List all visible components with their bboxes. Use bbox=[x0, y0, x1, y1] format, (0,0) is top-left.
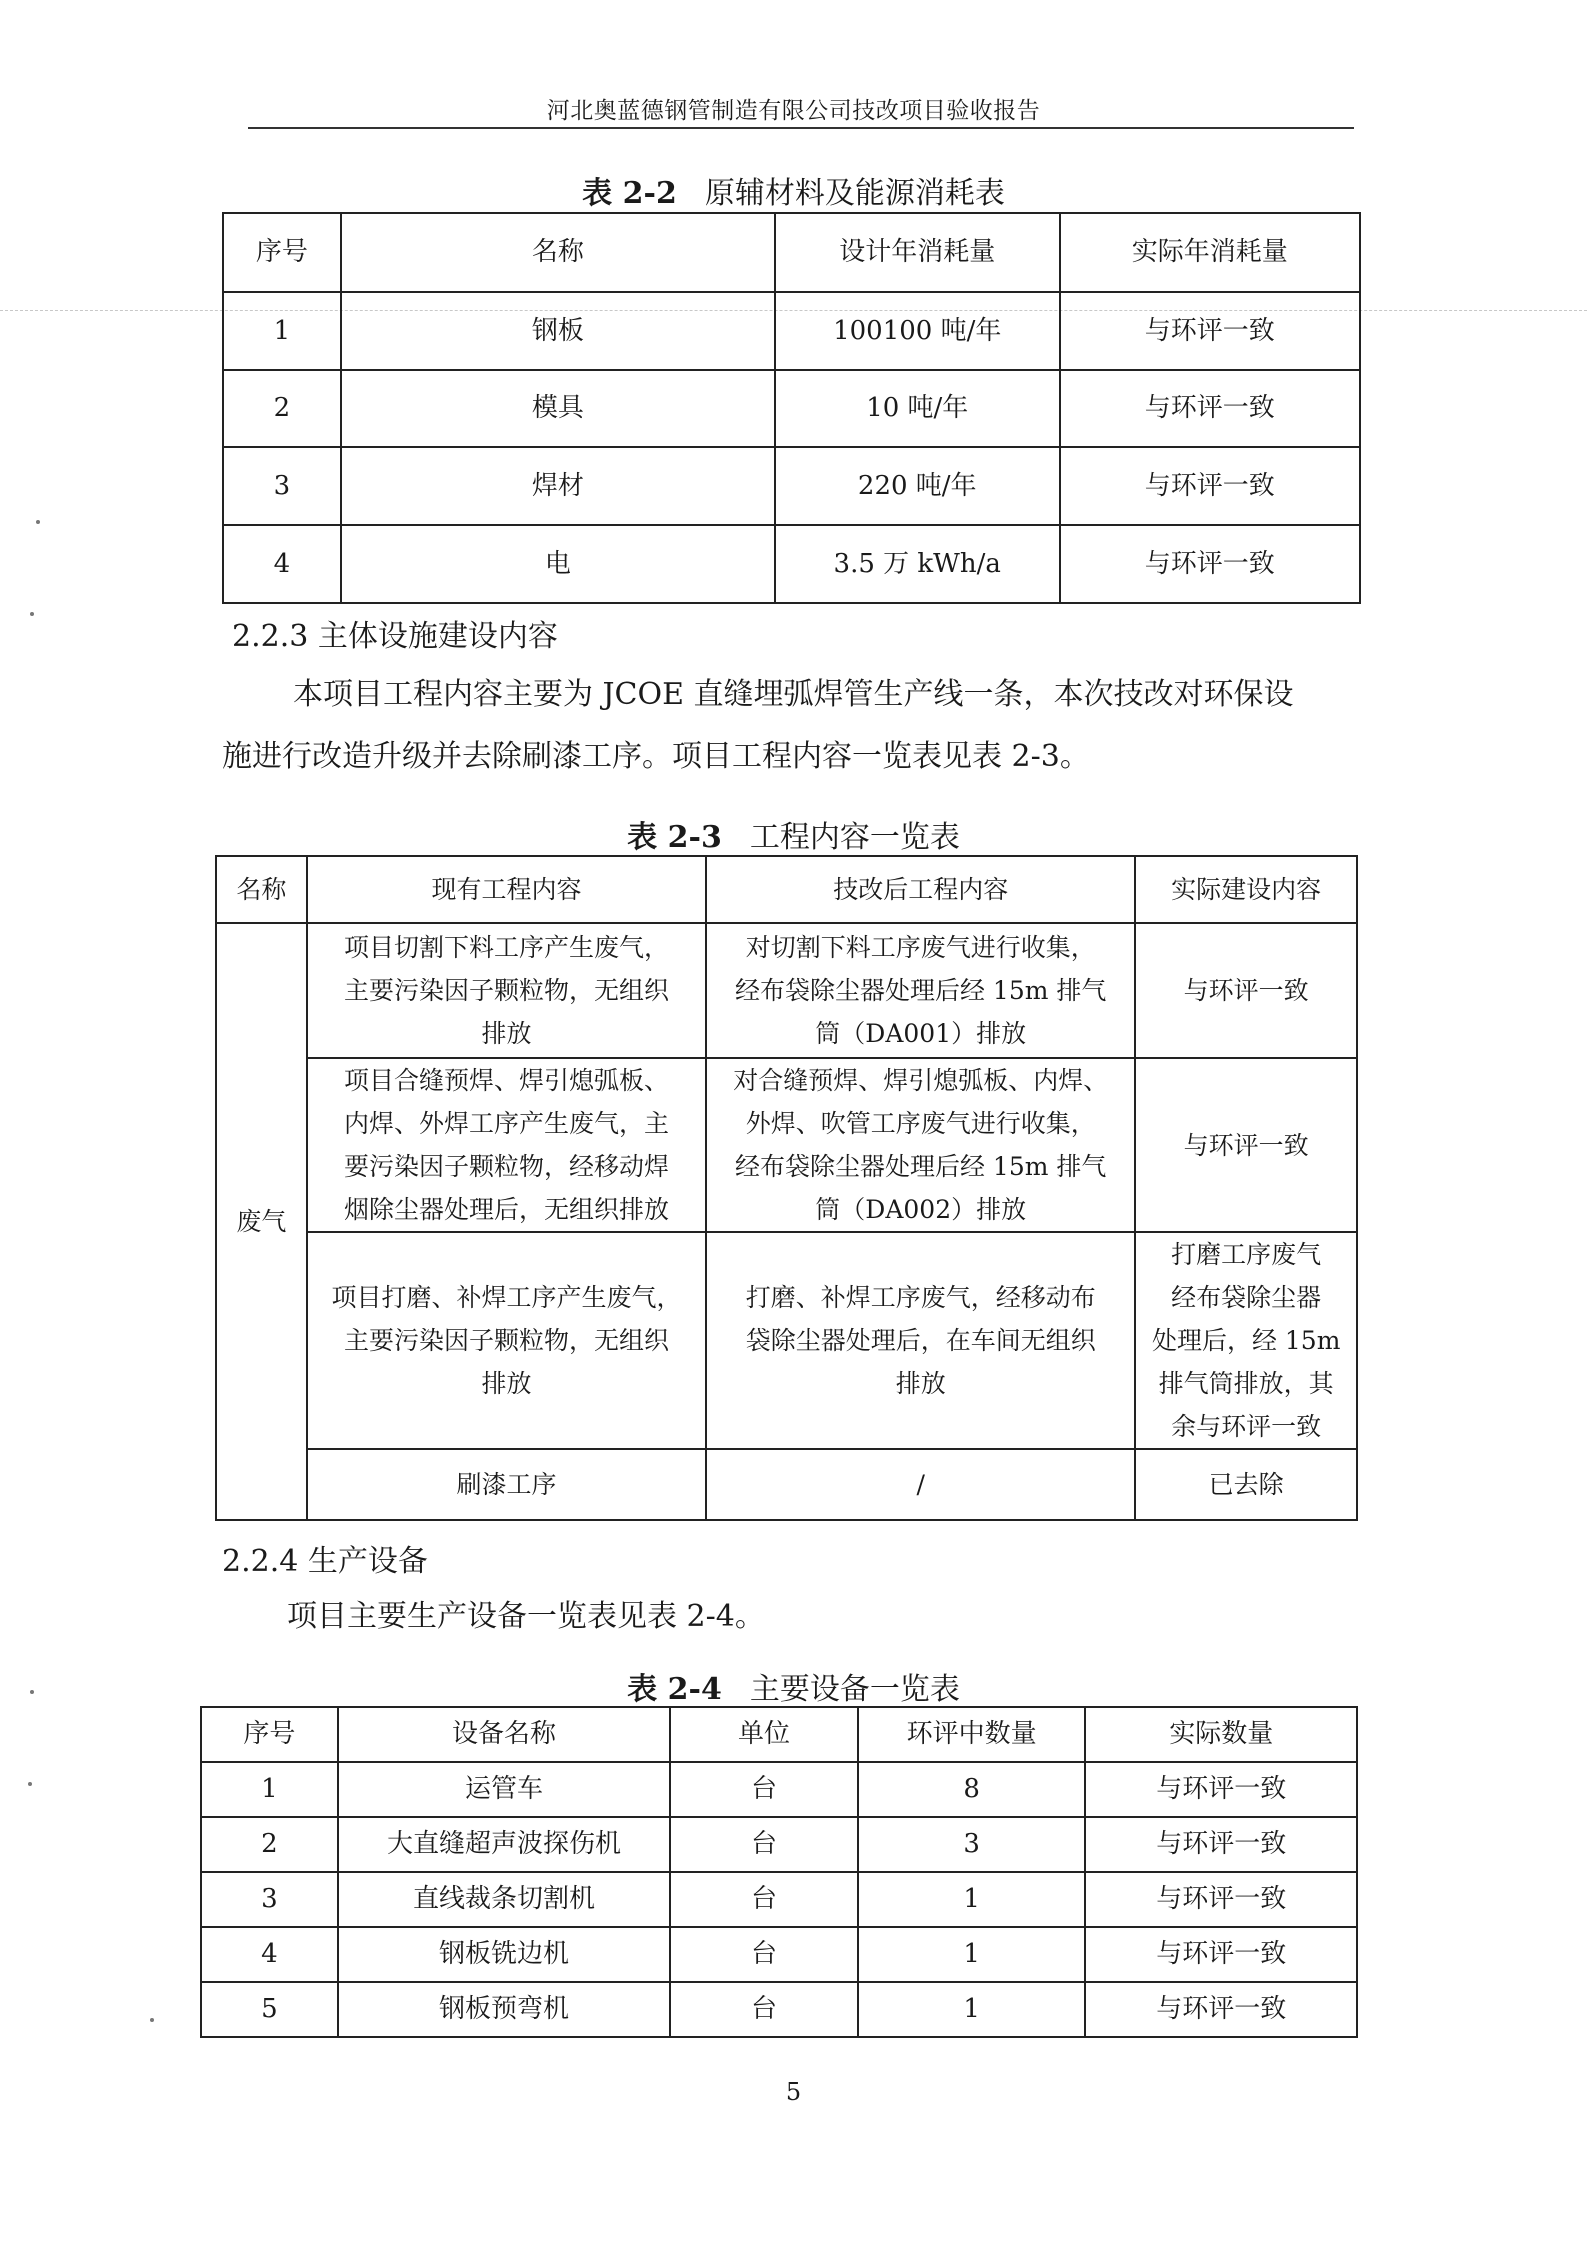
table-row bbox=[223, 370, 1360, 447]
table-cell: 3 bbox=[858, 1817, 1086, 1872]
table-cell: 220 吨/年 bbox=[775, 447, 1060, 525]
header-cell: 单位 bbox=[670, 1707, 858, 1762]
table-row bbox=[201, 1982, 1357, 2037]
cell-line: 对合缝预焊、焊引熄弧板、内焊、 bbox=[733, 1066, 1109, 1095]
table-2-4-caption-title: 主要设备一览表 bbox=[749, 1672, 960, 1707]
table-2-4 bbox=[200, 1706, 1358, 2038]
table-cell: / bbox=[706, 1449, 1135, 1520]
table-2-2 bbox=[222, 212, 1361, 604]
table-header-row bbox=[216, 856, 1357, 923]
table-2-4-caption bbox=[0, 1664, 1587, 1708]
report-header-title: 河北奥蓝德钢管制造有限公司技改项目验收报告 bbox=[546, 98, 1041, 124]
cell-line: 排气筒排放，其 bbox=[1158, 1369, 1334, 1398]
table-cell bbox=[307, 1058, 706, 1232]
table-cell: 与环评一致 bbox=[1085, 1927, 1357, 1982]
category-cell: 废气 bbox=[216, 923, 307, 1520]
table-cell: 模具 bbox=[341, 370, 775, 447]
table-cell bbox=[1135, 923, 1357, 1058]
table-cell: 与环评一致 bbox=[1085, 1872, 1357, 1927]
section-2-2-3-paragraph-line-2: 施进行改造升级并去除刷漆工序。项目工程内容一览表见表 2-3。 bbox=[222, 739, 1090, 774]
table-cell: 与环评一致 bbox=[1085, 1817, 1357, 1872]
table-cell: 10 吨/年 bbox=[775, 370, 1060, 447]
table-cell bbox=[706, 923, 1135, 1058]
table-cell: 2 bbox=[223, 370, 341, 447]
table-cell: 已去除 bbox=[1135, 1449, 1357, 1520]
table-cell: 台 bbox=[670, 1762, 858, 1817]
scan-speck bbox=[28, 1782, 32, 1786]
cell-line: 筒（DA001）排放 bbox=[815, 1019, 1027, 1048]
table-cell: 钢板铣边机 bbox=[338, 1927, 670, 1982]
table-row bbox=[216, 923, 1357, 1058]
cell-line: 主要污染因子颗粒物，无组织 bbox=[343, 976, 669, 1005]
header-cell: 现有工程内容 bbox=[307, 856, 706, 923]
section-2-2-3-heading: 2.2.3 主体设施建设内容 bbox=[232, 619, 558, 654]
scan-speck bbox=[36, 520, 40, 524]
table-cell: 与环评一致 bbox=[1060, 447, 1360, 525]
cell-line: 内焊、外焊工序产生废气，主 bbox=[343, 1109, 669, 1138]
table-row bbox=[201, 1872, 1357, 1927]
cell-line: 余与环评一致 bbox=[1171, 1412, 1322, 1441]
table-row bbox=[223, 292, 1360, 370]
scan-speck bbox=[150, 2018, 154, 2022]
table-cell: 1 bbox=[858, 1872, 1086, 1927]
table-cell: 直线裁条切割机 bbox=[338, 1872, 670, 1927]
table-row bbox=[216, 1058, 1357, 1232]
table-cell: 与环评一致 bbox=[1085, 1982, 1357, 2037]
cell-line: 项目打磨、补焊工序产生废气， bbox=[331, 1283, 682, 1312]
table-row bbox=[216, 1449, 1357, 1520]
cell-line: 烟除尘器处理后，无组织排放 bbox=[343, 1195, 669, 1224]
table-row bbox=[223, 525, 1360, 603]
table-2-3-caption bbox=[0, 812, 1587, 856]
table-cell: 台 bbox=[670, 1982, 858, 2037]
table-cell bbox=[1135, 1232, 1357, 1449]
header-cell: 环评中数量 bbox=[858, 1707, 1086, 1762]
table-cell: 与环评一致 bbox=[1060, 525, 1360, 603]
table-row bbox=[201, 1817, 1357, 1872]
cell-line: 袋除尘器处理后，在车间无组织 bbox=[745, 1326, 1096, 1355]
table-2-2-caption-number: 表 2-2 bbox=[582, 176, 677, 211]
table-cell: 焊材 bbox=[341, 447, 775, 525]
cell-line: 排放 bbox=[895, 1369, 946, 1398]
table-row bbox=[201, 1762, 1357, 1817]
table-cell: 大直缝超声波探伤机 bbox=[338, 1817, 670, 1872]
table-cell: 5 bbox=[201, 1982, 338, 2037]
table-cell: 1 bbox=[858, 1982, 1086, 2037]
section-2-2-3-paragraph-line-1: 本项目工程内容主要为 JCOE 直缝埋弧焊管生产线一条，本次技改对环保设 bbox=[293, 677, 1294, 712]
cell-line: 与环评一致 bbox=[1183, 976, 1309, 1005]
cell-line: 经布袋除尘器处理后经 15m 排气 bbox=[734, 1152, 1107, 1181]
cell-line: 筒（DA002）排放 bbox=[815, 1195, 1027, 1224]
cell-line: 处理后，经 15m bbox=[1151, 1326, 1341, 1355]
cell-line: 经布袋除尘器处理后经 15m 排气 bbox=[734, 976, 1107, 1005]
table-cell: 1 bbox=[201, 1762, 338, 1817]
table-cell: 8 bbox=[858, 1762, 1086, 1817]
table-cell bbox=[706, 1232, 1135, 1449]
cell-line: 外焊、吹管工序废气进行收集， bbox=[745, 1109, 1096, 1138]
cell-line: 项目合缝预焊、焊引熄弧板、 bbox=[343, 1066, 669, 1095]
table-2-2-caption-title: 原辅材料及能源消耗表 bbox=[704, 176, 1005, 211]
cell-line: 对切割下料工序废气进行收集， bbox=[745, 933, 1096, 962]
table-cell: 台 bbox=[670, 1817, 858, 1872]
table-cell: 与环评一致 bbox=[1060, 370, 1360, 447]
table-cell: 台 bbox=[670, 1872, 858, 1927]
header-cell: 实际数量 bbox=[1085, 1707, 1357, 1762]
cell-line: 经布袋除尘器 bbox=[1171, 1283, 1322, 1312]
section-2-2-4-paragraph: 项目主要生产设备一览表见表 2-4。 bbox=[287, 1599, 765, 1634]
table-2-3-caption-number: 表 2-3 bbox=[627, 820, 722, 855]
table-cell: 钢板 bbox=[341, 292, 775, 370]
table-cell: 台 bbox=[670, 1927, 858, 1982]
cell-line: 打磨工序废气 bbox=[1171, 1240, 1322, 1269]
table-cell: 刷漆工序 bbox=[307, 1449, 706, 1520]
header-rule bbox=[248, 127, 1354, 129]
cell-line: 打磨、补焊工序废气，经移动布 bbox=[745, 1283, 1096, 1312]
table-cell: 1 bbox=[223, 292, 341, 370]
table-cell: 电 bbox=[341, 525, 775, 603]
header-cell: 名称 bbox=[341, 213, 775, 292]
table-row bbox=[223, 447, 1360, 525]
scan-speck bbox=[30, 1690, 34, 1694]
cell-line: 项目切割下料工序产生废气， bbox=[343, 933, 669, 962]
cell-line: 排放 bbox=[481, 1369, 532, 1398]
table-header-row bbox=[223, 213, 1360, 292]
table-cell: 1 bbox=[858, 1927, 1086, 1982]
table-cell: 钢板预弯机 bbox=[338, 1982, 670, 2037]
table-cell: 3 bbox=[201, 1872, 338, 1927]
header-cell: 序号 bbox=[201, 1707, 338, 1762]
header-cell: 序号 bbox=[223, 213, 341, 292]
table-cell: 4 bbox=[223, 525, 341, 603]
table-cell bbox=[1135, 1058, 1357, 1232]
table-2-4-caption-number: 表 2-4 bbox=[627, 1672, 722, 1707]
cell-line: 排放 bbox=[481, 1019, 532, 1048]
header-cell: 技改后工程内容 bbox=[706, 856, 1135, 923]
page-number: 5 bbox=[785, 2078, 802, 2106]
table-cell bbox=[706, 1058, 1135, 1232]
header-cell: 设计年消耗量 bbox=[775, 213, 1060, 292]
table-2-2-caption bbox=[0, 168, 1587, 212]
cell-line: 主要污染因子颗粒物，无组织 bbox=[343, 1326, 669, 1355]
header-cell: 实际建设内容 bbox=[1135, 856, 1357, 923]
table-row bbox=[201, 1927, 1357, 1982]
table-cell: 4 bbox=[201, 1927, 338, 1982]
table-cell: 运管车 bbox=[338, 1762, 670, 1817]
cell-line: 要污染因子颗粒物，经移动焊 bbox=[343, 1152, 669, 1181]
table-row bbox=[216, 1232, 1357, 1449]
header-cell: 实际年消耗量 bbox=[1060, 213, 1360, 292]
header-cell: 名称 bbox=[216, 856, 307, 923]
header-cell: 设备名称 bbox=[338, 1707, 670, 1762]
table-cell bbox=[307, 1232, 706, 1449]
table-header-row bbox=[201, 1707, 1357, 1762]
table-cell: 与环评一致 bbox=[1060, 292, 1360, 370]
table-cell: 3.5 万 kWh/a bbox=[775, 525, 1060, 603]
table-2-3-caption-title: 工程内容一览表 bbox=[749, 820, 960, 855]
table-2-3 bbox=[215, 855, 1358, 1521]
cell-line: 与环评一致 bbox=[1183, 1130, 1309, 1160]
table-cell bbox=[307, 923, 706, 1058]
table-cell: 与环评一致 bbox=[1085, 1762, 1357, 1817]
table-cell: 2 bbox=[201, 1817, 338, 1872]
table-cell: 3 bbox=[223, 447, 341, 525]
scan-speck bbox=[30, 612, 34, 616]
table-cell: 100100 吨/年 bbox=[775, 292, 1060, 370]
section-2-2-4-heading: 2.2.4 生产设备 bbox=[222, 1544, 428, 1579]
